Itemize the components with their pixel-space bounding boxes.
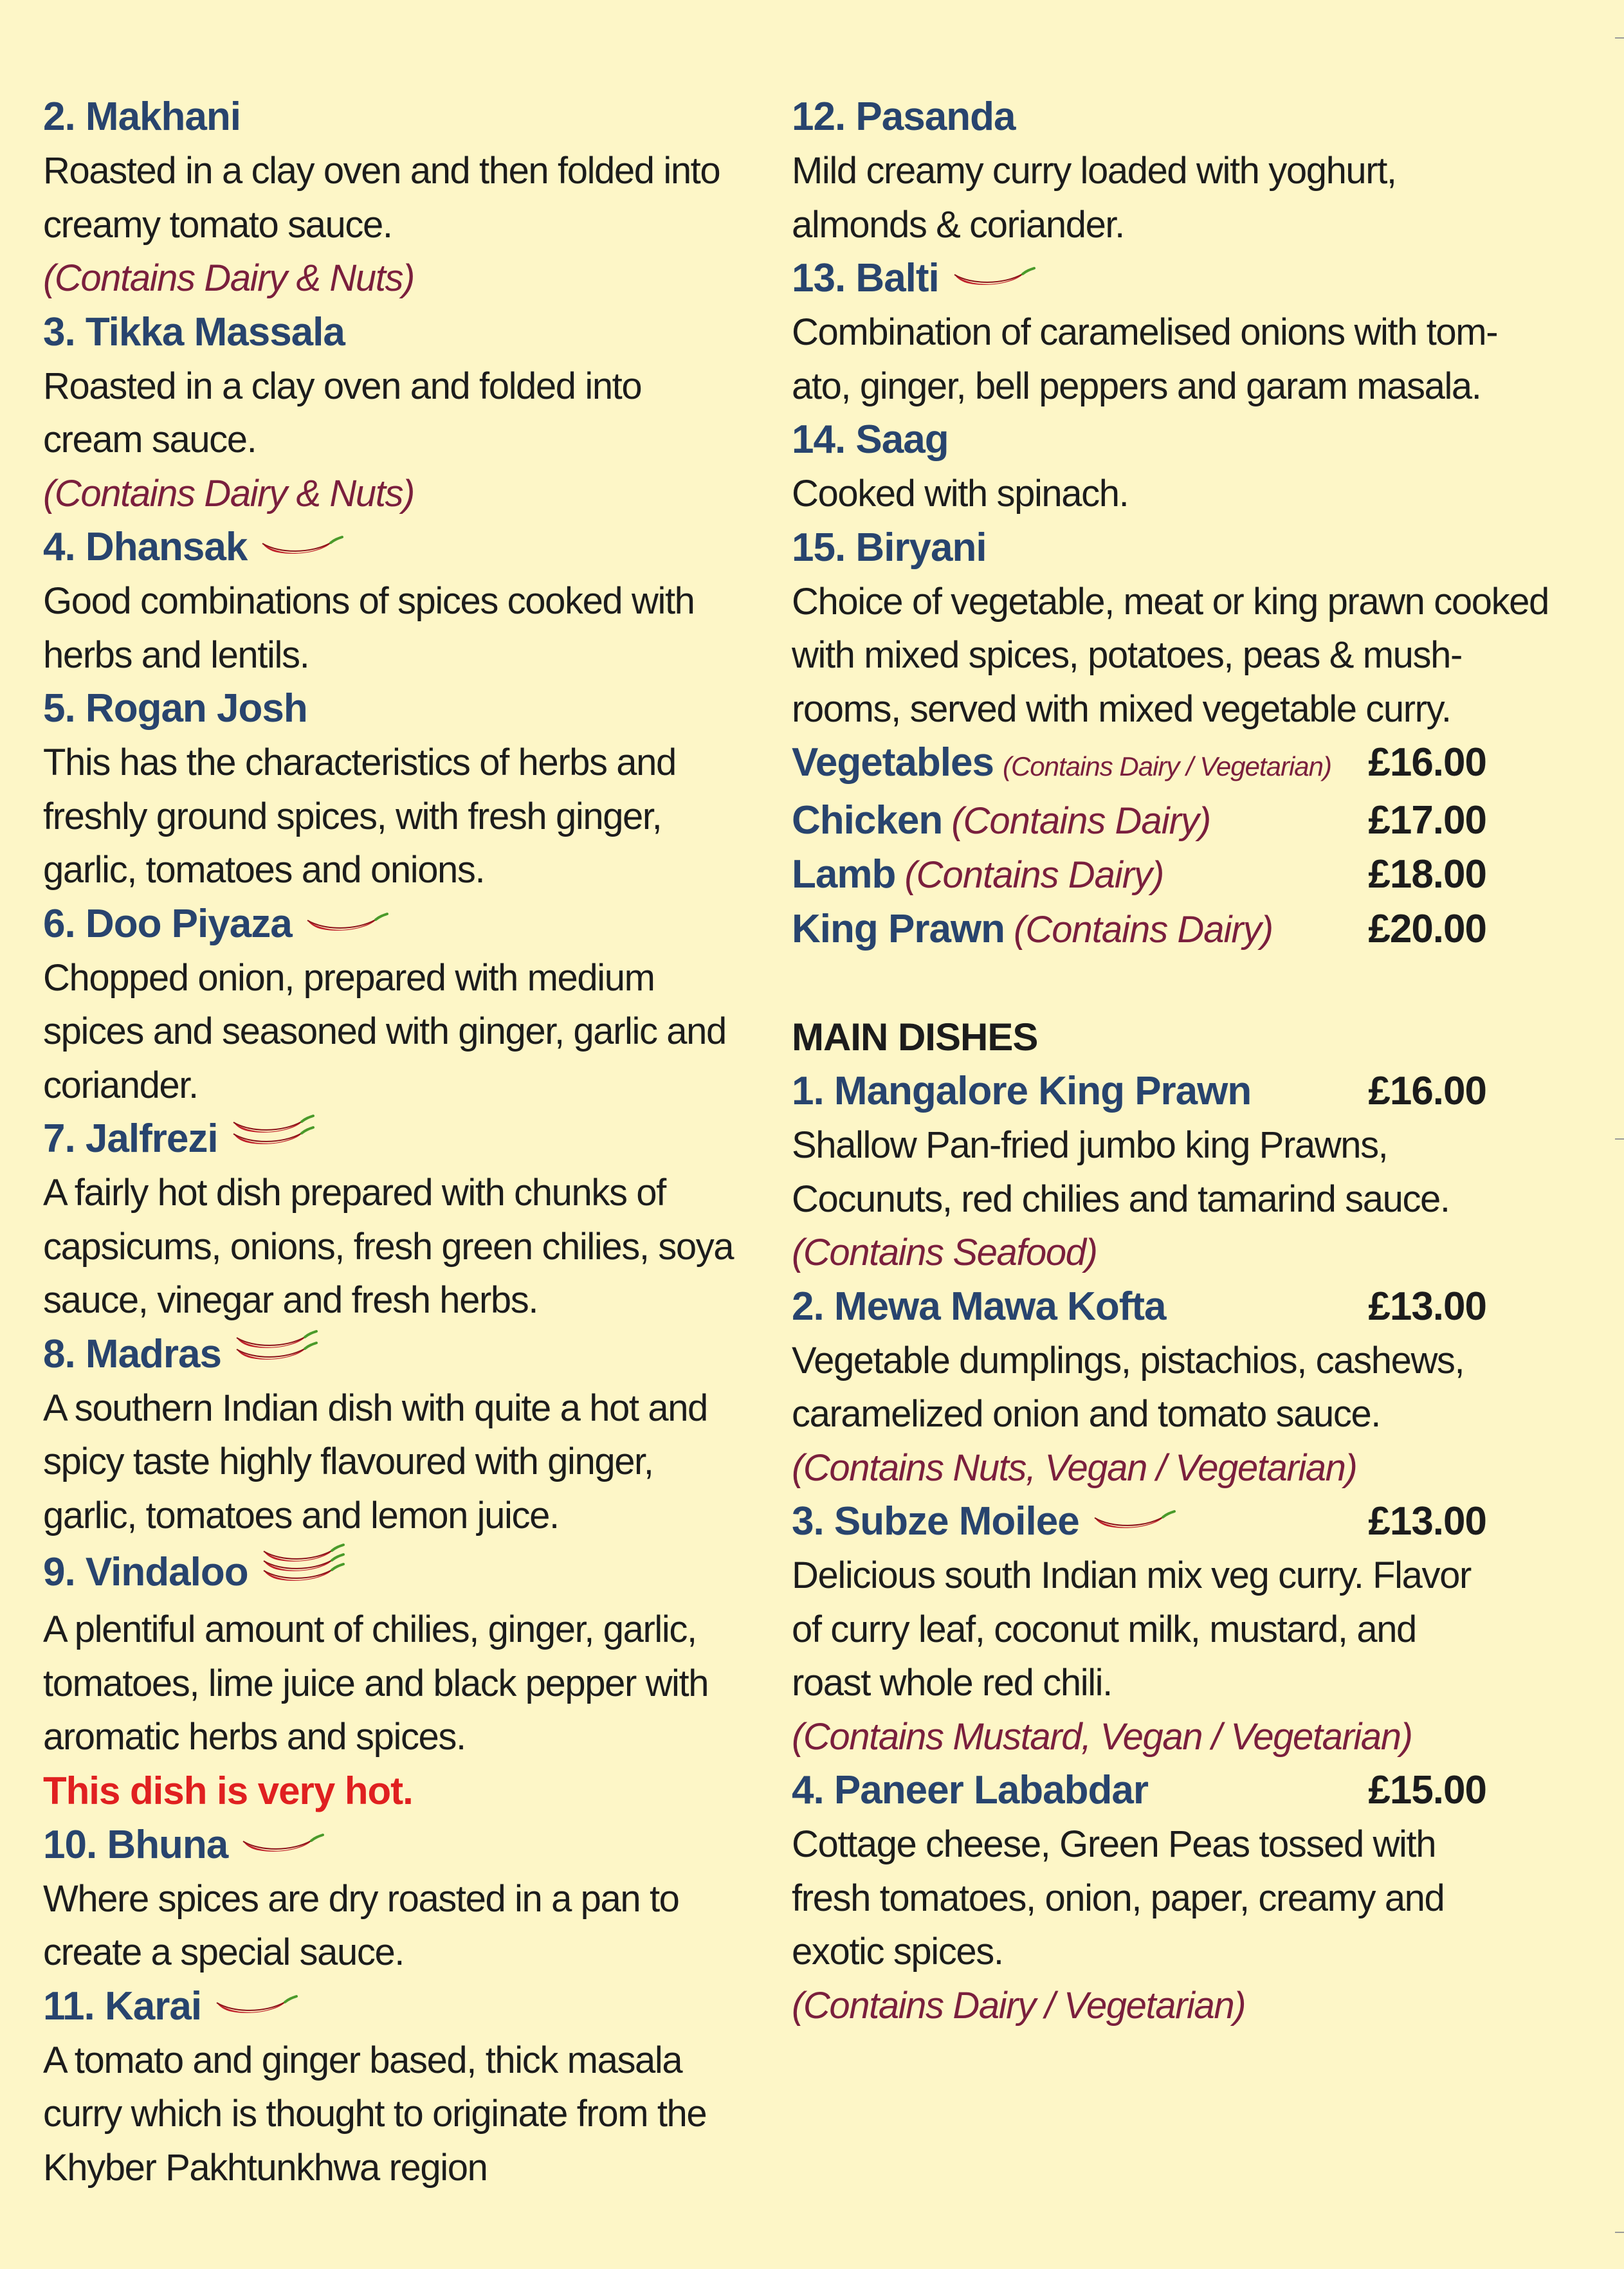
chili-pepper-icon [952, 251, 1036, 305]
allergen-note: (Contains Nuts, Vegan / Vegetarian) [792, 1446, 1357, 1489]
menu-item-vindaloo [43, 1542, 763, 1818]
item-description: aromatic herbs and spices. [43, 1716, 466, 1758]
crop-mark [1615, 37, 1624, 39]
menu-item-paneer-lababdar [792, 1763, 1512, 2032]
item-description: A plentiful amount of chilies, ginger, garlic, [43, 1608, 697, 1650]
triple-chili-pepper-icon [261, 1542, 345, 1603]
item-description: ato, ginger, bell peppers and garam masala. [792, 365, 1481, 407]
item-description: almonds & coriander. [792, 203, 1124, 246]
option-price: £20.00 [1368, 906, 1486, 951]
section-spacer [792, 956, 1512, 1010]
chili-pepper-icon [305, 897, 388, 951]
item-description: Roasted in a clay oven and then folded into [43, 150, 720, 192]
menu-item-saag [792, 413, 1512, 521]
item-title: 1. Mangalore King Prawn £16.00 [792, 1064, 1512, 1118]
item-price: £13.00 [1368, 1499, 1486, 1544]
right-column [792, 90, 1549, 2032]
option-price: £17.00 [1368, 797, 1486, 843]
option-price: £16.00 [1368, 740, 1486, 785]
item-description: exotic spices. [792, 1931, 1003, 1973]
menu-item-dhansak [43, 520, 763, 682]
item-description: A tomato and ginger based, thick masala [43, 2039, 682, 2081]
menu-item-makhani [43, 90, 763, 305]
item-description: A fairly hot dish prepared with chunks of [43, 1172, 666, 1214]
menu-item-mewa-mawa-kofta [792, 1280, 1512, 1495]
item-title: 9. Vindaloo [43, 1542, 763, 1603]
item-price: £16.00 [1368, 1069, 1486, 1113]
item-price: £15.00 [1368, 1768, 1486, 1812]
double-chili-pepper-icon [231, 1112, 315, 1166]
item-title: 8. Madras [43, 1327, 763, 1381]
allergen-note: (Contains Seafood) [792, 1232, 1097, 1273]
option-note: (Contains Dairy) [1014, 908, 1273, 951]
item-description: caramelized onion and tomato sauce. [792, 1393, 1381, 1435]
item-description: capsicums, onions, fresh green chilies, soya [43, 1225, 734, 1268]
item-description: create a special sauce. [43, 1931, 405, 1973]
item-description: sauce, vinegar and fresh herbs. [43, 1279, 538, 1321]
menu-item-mangalore-king-prawn [792, 1064, 1512, 1280]
item-description: Cooked with spinach. [792, 473, 1129, 515]
chili-pepper-icon [214, 1980, 298, 2034]
item-description: Cocunuts, red chilies and tamarind sauce. [792, 1178, 1450, 1220]
menu-item-madras [43, 1327, 763, 1543]
item-description: herbs and lentils. [43, 633, 309, 676]
left-column [43, 90, 763, 2194]
chili-pepper-icon [1092, 1495, 1176, 1549]
item-title: 2. Mewa Mawa Kofta £13.00 [792, 1280, 1512, 1334]
item-description: Combination of caramelised onions with tom- [792, 311, 1498, 353]
item-description: Good combinations of spices cooked with [43, 580, 695, 622]
biryani-option-vegetables [792, 736, 1512, 794]
crop-mark [1615, 2232, 1624, 2233]
item-title: 11. Karai [43, 1980, 763, 2034]
item-description: freshly ground spices, with fresh ginger, [43, 795, 662, 837]
item-title: 14. Saag [792, 417, 949, 462]
option-note: (Contains Dairy) [904, 854, 1164, 896]
section-heading-main-dishes: MAIN DISHES [792, 1016, 1038, 1059]
item-description: creamy tomato sauce. [43, 203, 392, 246]
biryani-option-king-prawn [792, 902, 1512, 957]
item-title: 6. Doo Piyaza [43, 897, 763, 951]
menu-item-subze-moilee [792, 1495, 1512, 1763]
option-note: (Contains Dairy / Vegetarian) [1002, 751, 1331, 781]
item-description: with mixed spices, potatoes, peas & mush- [792, 634, 1462, 676]
double-chili-pepper-icon [234, 1327, 318, 1381]
item-description: roast whole red chili. [792, 1662, 1112, 1704]
item-description: fresh tomatoes, onion, paper, creamy and [792, 1877, 1445, 1919]
item-title: 3. Subze Moilee £13.00 [792, 1495, 1512, 1549]
item-description: Vegetable dumplings, pistachios, cashews, [792, 1339, 1464, 1381]
item-title: 3. Tikka Massala [43, 309, 345, 354]
menu-item-karai [43, 1980, 763, 2195]
menu-item-balti [792, 251, 1512, 413]
item-description: coriander. [43, 1064, 198, 1106]
menu-item-tikka-massala [43, 305, 763, 521]
allergen-note: (Contains Dairy & Nuts) [43, 257, 414, 299]
biryani-option-lamb [792, 848, 1512, 902]
item-title: 4. Dhansak [43, 520, 763, 574]
item-description: Khyber Pakhtunkhwa region [43, 2146, 488, 2189]
option-name: Chicken [792, 797, 943, 843]
item-description: rooms, served with mixed vegetable curry. [792, 688, 1451, 730]
item-description: Where spices are dry roasted in a pan to [43, 1877, 679, 1920]
allergen-note: (Contains Dairy / Vegetarian) [792, 1984, 1246, 2027]
item-title: 7. Jalfrezi [43, 1112, 763, 1166]
item-description: This has the characteristics of herbs and [43, 742, 676, 783]
option-price: £18.00 [1368, 852, 1486, 897]
item-description: tomatoes, lime juice and black pepper with [43, 1662, 709, 1704]
menu-item-biryani [792, 521, 1549, 957]
biryani-option-chicken [792, 794, 1512, 848]
item-description: curry which is thought to originate from the [43, 2093, 707, 2135]
item-description: Chopped onion, prepared with medium [43, 956, 655, 999]
item-description: Roasted in a clay oven and folded into [43, 365, 642, 407]
allergen-note: (Contains Dairy & Nuts) [43, 472, 414, 515]
item-description: of curry leaf, coconut milk, mustard, and [792, 1608, 1416, 1650]
item-description: A southern Indian dish with quite a hot and [43, 1387, 707, 1429]
option-note: (Contains Dairy) [951, 799, 1211, 842]
item-title: 2. Makhani [43, 95, 241, 139]
item-title: 10. Bhuna [43, 1818, 763, 1872]
option-name: Lamb [792, 852, 896, 897]
menu-item-jalfrezi [43, 1112, 763, 1327]
item-title: 12. Pasanda [792, 95, 1016, 139]
allergen-note: (Contains Mustard, Vegan / Vegetarian) [792, 1715, 1412, 1758]
menu-item-rogan-josh [43, 682, 763, 897]
item-description: spices and seasoned with ginger, garlic and [43, 1010, 726, 1052]
item-description: Shallow Pan-fried jumbo king Prawns, [792, 1124, 1388, 1166]
menu-item-bhuna [43, 1818, 763, 1980]
item-description: Choice of vegetable, meat or king prawn cooked [792, 580, 1549, 623]
item-description: cream sauce. [43, 419, 257, 460]
item-description: spicy taste highly flavoured with ginger, [43, 1441, 653, 1482]
item-description: garlic, tomatoes and lemon juice. [43, 1494, 559, 1536]
chili-pepper-icon [260, 520, 343, 574]
chili-pepper-icon [241, 1818, 324, 1872]
option-name: Vegetables [792, 740, 994, 785]
item-description: Cottage cheese, Green Peas tossed with [792, 1823, 1436, 1865]
item-description: Mild creamy curry loaded with yoghurt, [792, 150, 1396, 192]
item-title: 13. Balti [792, 251, 1512, 305]
item-title: 15. Biryani [792, 525, 987, 570]
item-description: Delicious south Indian mix veg curry. Flavor [792, 1554, 1471, 1596]
menu-item-doo-piyaza [43, 897, 763, 1113]
heat-warning: This dish is very hot. [43, 1769, 413, 1812]
item-price: £13.00 [1368, 1284, 1486, 1329]
option-name: King Prawn [792, 906, 1005, 951]
item-title: 4. Paneer Lababdar £15.00 [792, 1763, 1512, 1818]
item-description: garlic, tomatoes and onions. [43, 849, 485, 891]
item-title: 5. Rogan Josh [43, 686, 307, 731]
menu-item-pasanda [792, 90, 1512, 251]
crop-mark [1615, 1138, 1624, 1140]
